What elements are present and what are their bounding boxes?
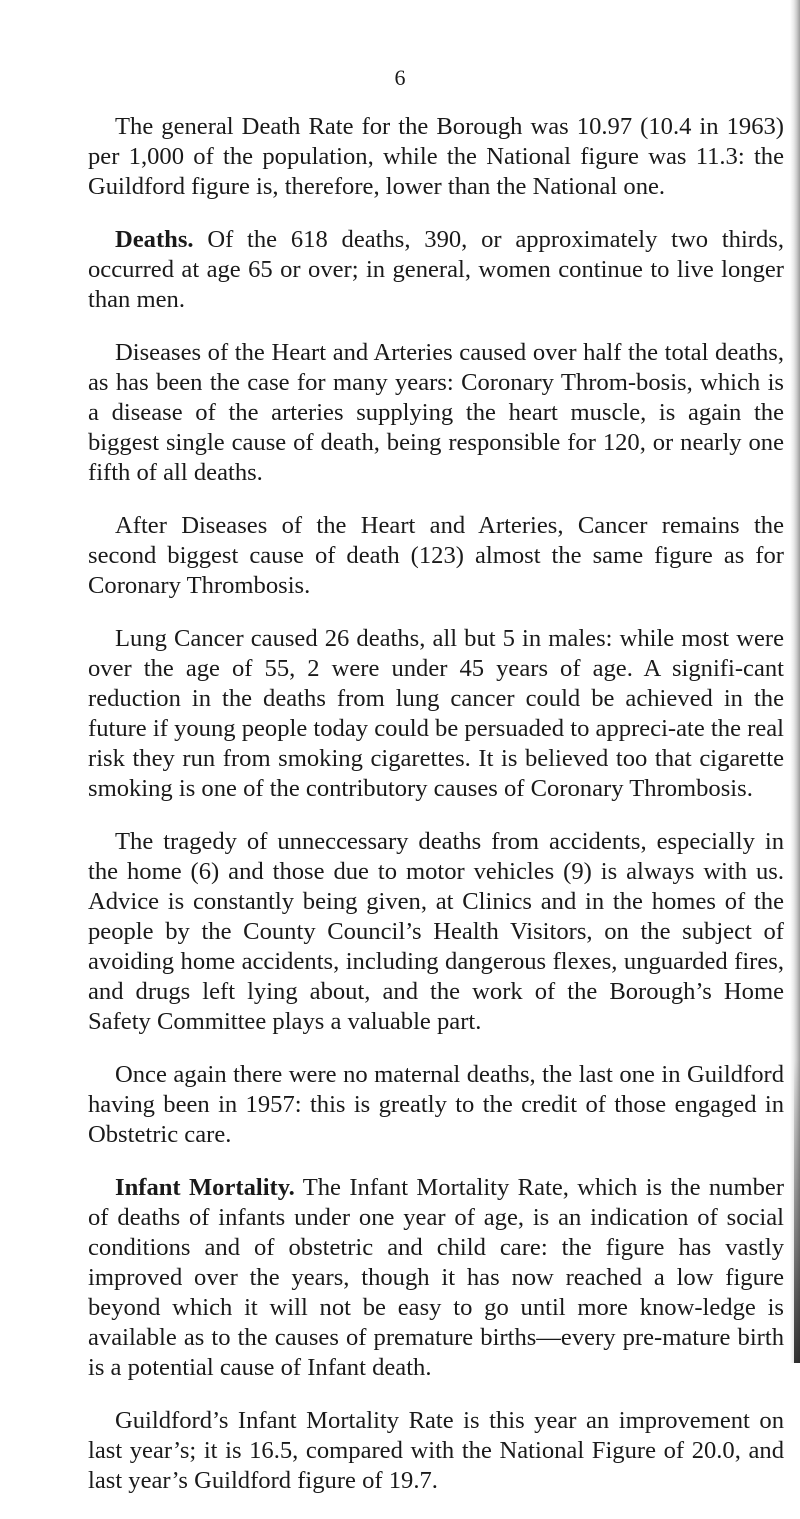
paragraph-text: After Diseases of the Heart and Arteries, Cancer remains the second biggest cause of death (123) almost the same figure as for Coronary Thrombosis.	[88, 512, 784, 599]
page-number: 6	[394, 65, 406, 90]
paragraph-heart-diseases	[88, 338, 784, 488]
paragraph-text: Once again there were no maternal deaths, the last one in Guildford having been in 1957: this is greatly to the credit of those engaged in Obstetric care.	[88, 1061, 784, 1148]
paragraph-text: Lung Cancer caused 26 deaths, all but 5 in males: while most were over the age of 55, 2 were under 45 years of age. A signifi-cant reduction in the deaths from lung cancer could be achieved in the future if young people today could be persuaded to appreci-ate the real risk they run from smoking cigarettes. It is believed too that cigarette smoking is one of the contributory causes of Coronary Thrombosis.	[88, 625, 784, 802]
paragraph-text: The Infant Mortality Rate, which is the number of deaths of infants under one year of age, is an indication of social conditions and of obstetric and child care: the figure has vastly improved over the years, though it has now reached a low figure beyond which it will not be easy to go until more know-ledge is available as to the causes of premature births—every pre-mature birth is a potential cause of Infant death.	[88, 1174, 785, 1381]
page-edge-dark-shadow	[794, 1060, 800, 1363]
paragraph-text: The tragedy of unneccessary deaths from accidents, especially in the home (6) and those due to motor vehicles (9) is always with us. Advice is constantly being given, at Clinics and in the homes of the people by the County Council’s Health Visitors, on the subject of avoiding home accidents, including dangerous flexes, unguarded fires, and drugs left lying about, and the work of the Borough’s Home Safety Committee plays a valuable part.	[88, 828, 784, 1035]
paragraph-accidents	[88, 827, 784, 1037]
paragraph-cancer	[88, 511, 784, 601]
paragraph-heading: Infant Mortality.	[115, 1174, 295, 1201]
paragraph-text: Guildford’s Infant Mortality Rate is this year an improvement on last year’s; it is 16.5, compared with the National Figure of 20.0, and last year’s Guildford figure of 19.7.	[88, 1407, 784, 1494]
paragraph-heading: Deaths.	[115, 226, 194, 253]
paragraph-maternal-deaths	[88, 1060, 784, 1150]
paragraph-lung-cancer	[88, 624, 784, 804]
document-body	[88, 112, 784, 1519]
paragraph-deaths	[88, 225, 784, 315]
paragraph-death-rate	[88, 112, 784, 202]
paragraph-text: The general Death Rate for the Borough was 10.97 (10.4 in 1963) per 1,000 of the population, while the National figure was 11.3: the Guildford figure is, therefore, lower than the National one.	[88, 113, 784, 200]
paragraph-infant-mortality	[88, 1173, 784, 1383]
paragraph-text: Of the 618 deaths, 390, or approximately two thirds, occurred at age 65 or over; in general, women continue to live longer than men.	[88, 226, 784, 313]
paragraph-text: Diseases of the Heart and Arteries caused over half the total deaths, as has been the case for many years: Coronary Throm-bosis, which is a disease of the arteries supplying the heart muscle, is again the biggest single cause of death, being responsible for 120, or nearly one fifth of all deaths.	[88, 339, 784, 486]
paragraph-infant-mortality-rate	[88, 1406, 784, 1496]
